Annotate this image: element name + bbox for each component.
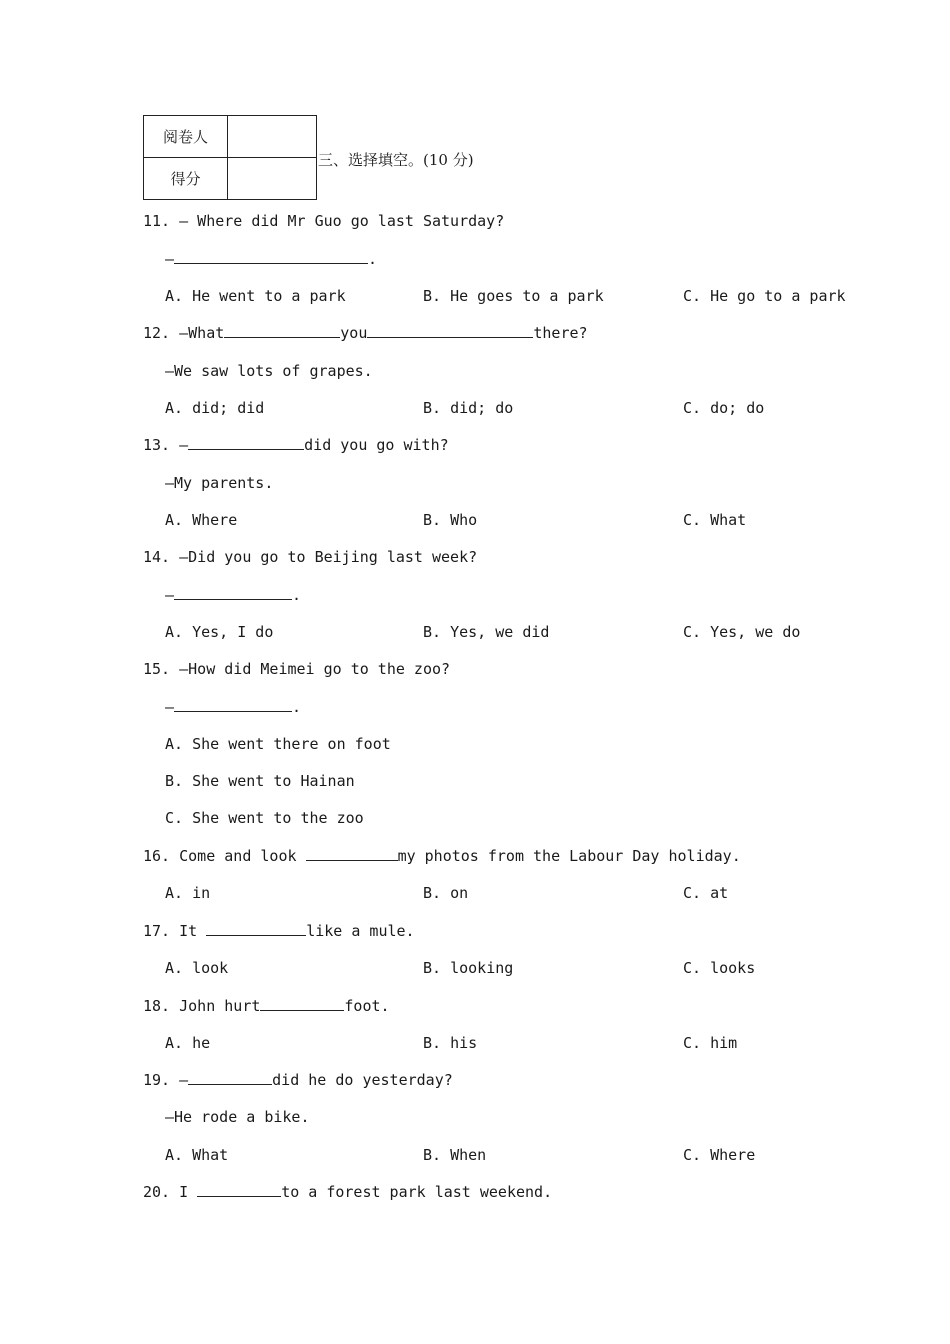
q17-option-a[interactable]: A. look <box>165 959 229 977</box>
q19-option-c[interactable]: C. Where <box>683 1146 756 1164</box>
q16-option-b[interactable]: B. on <box>423 884 469 902</box>
q12-blank-2[interactable] <box>367 323 533 338</box>
q15-stem: 15. —How did Meimei go to the zoo? <box>143 660 451 678</box>
q15-option-a[interactable]: A. She went there on foot <box>165 735 391 753</box>
q12-reply: —We saw lots of grapes. <box>165 362 373 380</box>
q15-option-c[interactable]: C. She went to the zoo <box>165 809 364 827</box>
q15-answer-line: — . <box>165 698 302 716</box>
q17-option-c[interactable]: C. looks <box>683 959 756 977</box>
q11-option-a[interactable]: A. He went to a park <box>165 287 346 305</box>
q19-stem: 19. — did he do yesterday? <box>143 1071 453 1089</box>
q13-option-b[interactable]: B. Who <box>423 511 478 529</box>
q15-option-b[interactable]: B. She went to Hainan <box>165 772 355 790</box>
q13-option-a[interactable]: A. Where <box>165 511 238 529</box>
q20-blank[interactable] <box>197 1182 281 1197</box>
reviewer-label: 阅卷人 <box>144 116 228 158</box>
q16-blank[interactable] <box>306 846 398 861</box>
q11-option-c[interactable]: C. He go to a park <box>683 287 846 305</box>
score-table <box>143 115 317 200</box>
q11-option-b[interactable]: B. He goes to a park <box>423 287 604 305</box>
q19-blank[interactable] <box>188 1070 272 1085</box>
q14-option-a[interactable]: A. Yes, I do <box>165 623 274 641</box>
score-value-cell[interactable] <box>228 158 317 200</box>
q14-answer-line: — . <box>165 586 302 604</box>
q11-answer-line: — . <box>165 250 378 268</box>
q14-option-b[interactable]: B. Yes, we did <box>423 623 550 641</box>
q19-option-b[interactable]: B. When <box>423 1146 487 1164</box>
q16-stem: 16. Come and look my photos from the Labour Day holiday. <box>143 847 741 865</box>
q14-stem: 14. —Did you go to Beijing last week? <box>143 548 478 566</box>
q17-blank[interactable] <box>206 921 306 936</box>
q18-stem: 18. John hurt foot. <box>143 997 390 1015</box>
score-label: 得分 <box>144 158 228 200</box>
q13-stem: 13. — did you go with? <box>143 436 449 454</box>
q11-blank[interactable] <box>174 249 368 264</box>
q12-option-c[interactable]: C. do; do <box>683 399 765 417</box>
q13-reply: —My parents. <box>165 474 274 492</box>
q19-option-a[interactable]: A. What <box>165 1146 229 1164</box>
q13-option-c[interactable]: C. What <box>683 511 747 529</box>
q18-option-a[interactable]: A. he <box>165 1034 211 1052</box>
q18-option-c[interactable]: C. him <box>683 1034 738 1052</box>
q18-blank[interactable] <box>260 996 344 1011</box>
q15-blank[interactable] <box>174 697 292 712</box>
section-heading: 三、选择填空。(10 分) <box>318 151 474 169</box>
reviewer-value-cell[interactable] <box>228 116 317 158</box>
q16-option-c[interactable]: C. at <box>683 884 729 902</box>
q19-reply: —He rode a bike. <box>165 1108 310 1126</box>
q12-stem: 12. —What you there? <box>143 324 588 342</box>
q16-option-a[interactable]: A. in <box>165 884 211 902</box>
q18-option-b[interactable]: B. his <box>423 1034 478 1052</box>
q11-stem: 11. — Where did Mr Guo go last Saturday? <box>143 212 505 230</box>
q14-blank[interactable] <box>174 585 292 600</box>
q12-blank-1[interactable] <box>224 323 340 338</box>
q17-option-b[interactable]: B. looking <box>423 959 514 977</box>
q12-option-a[interactable]: A. did; did <box>165 399 265 417</box>
q12-option-b[interactable]: B. did; do <box>423 399 514 417</box>
q14-option-c[interactable]: C. Yes, we do <box>683 623 801 641</box>
q13-blank[interactable] <box>188 435 304 450</box>
q20-stem: 20. I to a forest park last weekend. <box>143 1183 553 1201</box>
q17-stem: 17. It like a mule. <box>143 922 415 940</box>
